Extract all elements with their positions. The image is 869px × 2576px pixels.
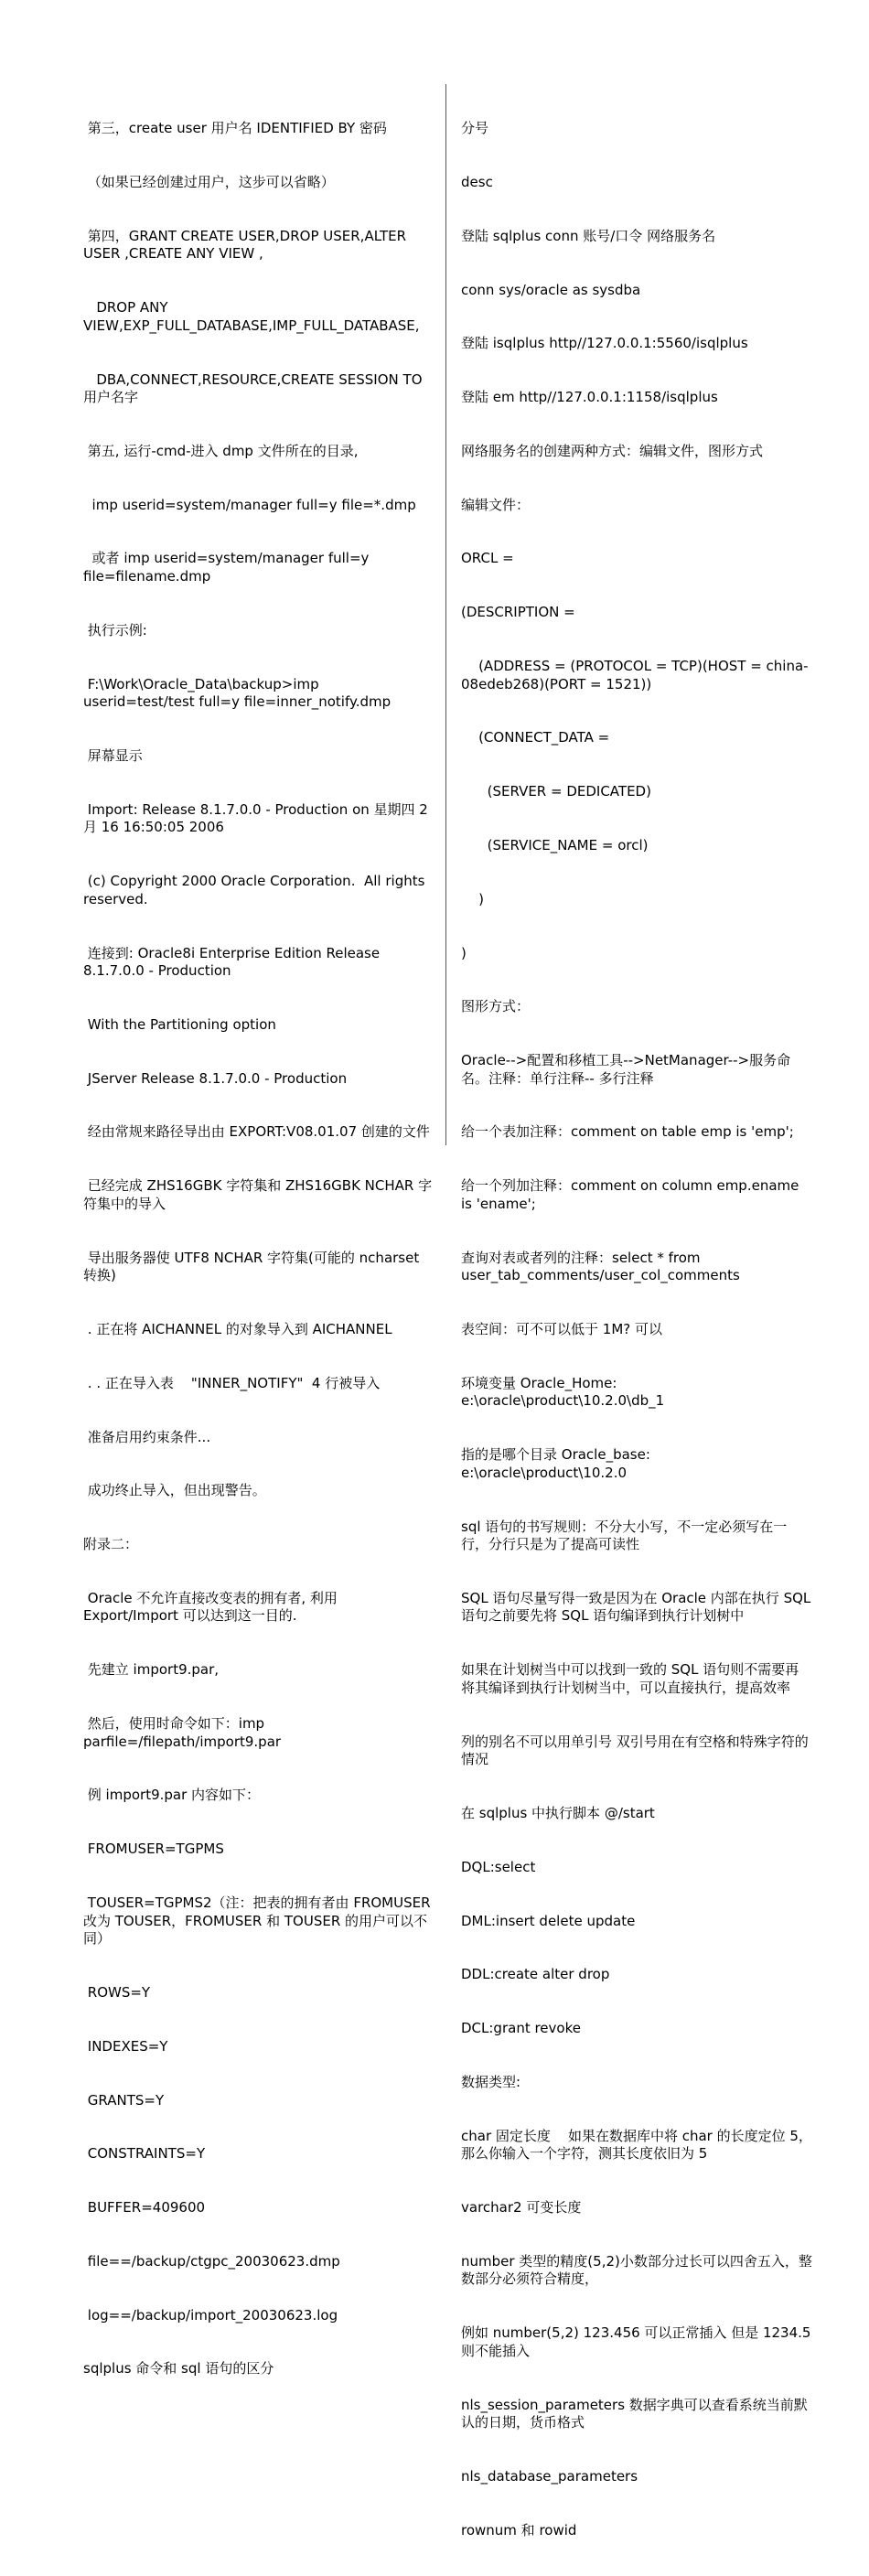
text-line: 已经完成 ZHS16GBK 字符集和 ZHS16GBK NCHAR 字符集中的导入 xyxy=(83,1177,433,1212)
text-line: DROP ANY VIEW,EXP_FULL_DATABASE,IMP_FULL_DATABASE, xyxy=(83,299,420,334)
text-line: 成功终止导入，但出现警告。 xyxy=(83,1482,266,1499)
text-line: ) xyxy=(461,944,467,961)
text-line: 给一个列加注释：comment on column emp.ename is 'ename'; xyxy=(461,1177,804,1212)
text-line: （如果已经创建过用户，这步可以省略） xyxy=(83,173,335,190)
text-line: Oracle 不允许直接改变表的拥有者, 利用 Export/Import 可以达到这一目的. xyxy=(83,1589,342,1625)
text-line: nls_session_parameters 数据字典可以查看系统当前默认的日期，货币格式 xyxy=(461,2396,808,2431)
text-line: 屏幕显示 xyxy=(83,746,143,764)
text-line: DCL:grant revoke xyxy=(461,2020,581,2037)
text-line: With the Partitioning option xyxy=(83,1015,276,1033)
text-line: 图形方式： xyxy=(461,998,531,1015)
text-line: GRANTS=Y xyxy=(83,2091,165,2109)
text-line: log==/backup/import_20030623.log xyxy=(83,2306,338,2324)
text-line: ROWS=Y xyxy=(83,1983,151,2001)
text-line: F:\Work\Oracle_Data\backup>imp userid=test/test full=y file=inner_notify.dmp xyxy=(83,675,392,711)
text-line: DDL:create alter drop xyxy=(461,1966,610,1983)
text-line: 登陆 em http//127.0.0.1:1158/isqlplus xyxy=(461,389,718,406)
text-line: 指的是哪个目录 Oracle_base: e:\oracle\product\10.2.0 xyxy=(461,1446,672,1481)
text-line: 网络服务名的创建两种方式：编辑文件，图形方式 xyxy=(461,442,764,459)
text-line: 列的别名不可以用单引号 双引号用在有空格和特殊字符的情况 xyxy=(461,1733,809,1768)
text-line: Oracle-->配置和移植工具-->NetManager-->服务命名。注释：单行注释-- 多行注释 xyxy=(461,1052,791,1087)
text-line: TOUSER=TGPMS2（注：把表的拥有者由 FROMUSER 改为 TOUSER，FROMUSER 和 TOUSER 的用户可以不同） xyxy=(83,1894,435,1948)
text-line: 经由常规来路径导出由 EXPORT:V08.01.07 创建的文件 xyxy=(83,1123,430,1141)
text-line: (ADDRESS = (PROTOCOL = TCP)(HOST = china-08edeb268)(PORT = 1521)) xyxy=(461,658,809,692)
text-line: DML:insert delete update xyxy=(461,1912,636,1929)
text-line: imp userid=system/manager full=y file=*.dmp xyxy=(83,496,416,513)
text-line: 给一个表加注释：comment on table emp is 'emp'; xyxy=(461,1123,794,1141)
text-line: Import: Release 8.1.7.0.0 - Production on 星期四 2 月 16 16:50:05 2006 xyxy=(83,800,433,836)
text-line: varchar2 可变长度 xyxy=(461,2199,582,2216)
text-line: 执行示例: xyxy=(83,621,147,639)
text-line: SQL 语句尽量写得一致是因为在 Oracle 内部在执行 SQL 语句之前要先将 SQL 语句编译到执行计划树中 xyxy=(461,1589,816,1625)
text-line: 在 sqlplus 中执行脚本 @/start xyxy=(461,1805,655,1821)
text-line: (CONNECT_DATA = xyxy=(461,729,610,746)
text-line: 数据类型: xyxy=(461,2073,521,2090)
text-line: DQL:select xyxy=(461,1858,536,1875)
column-divider xyxy=(445,84,446,1145)
text-line: file==/backup/ctgpc_20030623.dmp xyxy=(83,2252,340,2270)
text-line: 登陆 sqlplus conn 账号/口令 网络服务名 xyxy=(461,227,716,244)
text-line: 连接到: Oracle8i Enterprise Edition Release 8.1.7.0.0 - Production xyxy=(83,944,384,980)
text-line: 然后，使用时命令如下：imp parfile=/filepath/import9.par xyxy=(83,1715,282,1750)
section-heading: 附录二： xyxy=(83,1536,139,1553)
text-line: rownum 和 rowid xyxy=(461,2521,577,2538)
text-line: (c) Copyright 2000 Oracle Corporation. All rights reserved. xyxy=(83,873,430,907)
text-line: sql 语句的书写规则：不分大小写，不一定必须写在一行，分行只是为了提高可读性 xyxy=(461,1518,788,1553)
text-line: conn sys/oracle as sysdba xyxy=(461,281,641,298)
text-line: 例如 number(5,2) 123.456 可以正常插入 但是 1234.5 则不能插入 xyxy=(461,2324,816,2359)
text-line: 表空间：可不可以低于 1M? 可以 xyxy=(461,1320,662,1337)
left-column xyxy=(83,84,433,2414)
text-line: INDEXES=Y xyxy=(83,2037,168,2055)
text-line: 查询对表或者列的注释：select * from user_tab_comments/user_col_comments xyxy=(461,1249,740,1284)
text-line: 或者 imp userid=system/manager full=y file=filename.dmp xyxy=(83,550,374,585)
text-line: CONSTRAINTS=Y xyxy=(83,2145,206,2163)
text-line: nls_database_parameters xyxy=(461,2467,638,2485)
text-line: (SERVICE_NAME = orcl) xyxy=(461,836,649,853)
text-line: . . 正在导入表 "INNER_NOTIFY" 4 行被导入 xyxy=(83,1374,381,1391)
text-line: 环境变量 Oracle_Home: e:\oracle\product\10.2.0\db_1 xyxy=(461,1374,665,1410)
text-line: 第三，create user 用户名 IDENTIFIED BY 密码 xyxy=(83,120,387,137)
text-line: BUFFER=409600 xyxy=(83,2199,206,2216)
text-line: sqlplus 命令和 sql 语句的区分 xyxy=(83,2360,274,2377)
text-line: ) xyxy=(461,890,484,907)
text-line: 先建立 import9.par, xyxy=(83,1661,220,1679)
text-line: 准备启用约束条件... xyxy=(83,1428,211,1445)
text-line: char 固定长度 如果在数据库中将 char 的长度定位 5，那么你输入一个字符，测其长度依旧为 5 xyxy=(461,2127,812,2163)
text-line: FROMUSER=TGPMS xyxy=(83,1841,224,1858)
right-column xyxy=(461,84,816,2576)
text-line: 第五, 运行-cmd-进入 dmp 文件所在的目录, xyxy=(83,442,359,459)
text-line: (SERVER = DEDICATED) xyxy=(461,783,651,800)
text-line: . 正在将 AICHANNEL 的对象导入到 AICHANNEL xyxy=(83,1320,392,1337)
text-line: 编辑文件： xyxy=(461,496,531,513)
text-line: JServer Release 8.1.7.0.0 - Production xyxy=(83,1069,348,1087)
text-line: number 类型的精度(5,2)小数部分过长可以四舍五入，整数部分必须符合精度， xyxy=(461,2252,812,2288)
text-line: (DESCRIPTION = xyxy=(461,604,575,621)
text-line: 第四，GRANT CREATE USER,DROP USER,ALTER USER ,CREATE ANY VIEW , xyxy=(83,227,411,263)
text-line: 登陆 isqlplus http//127.0.0.1:5560/isqlplus xyxy=(461,335,748,352)
text-line: 如果在计划树当中可以找到一致的 SQL 语句则不需要再将其编译到执行计划树当中，可以直接执行，提高效率 xyxy=(461,1661,799,1696)
text-line: ORCL = xyxy=(461,550,514,567)
text-line: DBA,CONNECT,RESOURCE,CREATE SESSION TO 用户名字 xyxy=(83,370,427,406)
text-line: desc xyxy=(461,173,493,190)
text-line: 分号 xyxy=(461,120,489,137)
text-line: 导出服务器使 UTF8 NCHAR 字符集(可能的 ncharset 转换) xyxy=(83,1249,424,1284)
text-line: 例 import9.par 内容如下： xyxy=(83,1787,261,1804)
